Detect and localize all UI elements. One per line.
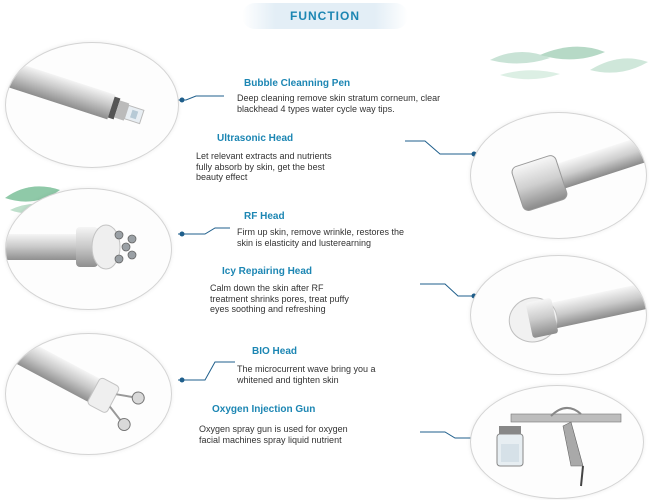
icy-head-icon <box>471 256 646 374</box>
rf-head-icon <box>6 189 171 309</box>
item-desc-rf: Firm up skin, remove wrinkle, restores the skin is elasticity and lusterearning <box>237 227 405 248</box>
item-heading-bio: BIO Head <box>252 346 298 357</box>
item-desc-bubble-pen: Deep cleaning remove skin stratum corneum, clear blackhead 4 types water cycle way tips. <box>237 93 441 114</box>
ultrasonic-head-image <box>470 112 647 239</box>
rf-head-image <box>5 188 172 310</box>
item-desc-ultrasonic: Let relevant extracts and nutrients fully absorb by skin, get the best beauty effect <box>196 151 332 182</box>
item-heading-oxygen: Oxygen Injection Gun <box>212 404 316 415</box>
item-desc-oxygen: Oxygen spray gun is used for oxygen facial machines spray liquid nutrient <box>199 424 348 445</box>
item-heading-bubble-pen: Bubble Cleanning Pen <box>244 78 351 89</box>
item-heading-icy: Icy Repairing Head <box>222 266 313 277</box>
item-heading-rf: RF Head <box>244 211 285 222</box>
bubble-pen-image <box>5 42 179 168</box>
page-title: FUNCTION <box>290 9 360 23</box>
oxygen-gun-icon <box>471 386 643 498</box>
item-desc-bio: The microcurrent wave bring you a whitened and tighten skin <box>237 364 376 385</box>
ultrasonic-head-icon <box>471 113 646 238</box>
bio-head-image <box>5 333 172 455</box>
bubble-pen-icon <box>6 43 178 167</box>
item-heading-ultrasonic: Ultrasonic Head <box>217 133 294 144</box>
item-desc-icy: Calm down the skin after RF treatment shrinks pores, treat puffy eyes soothing and refreshing <box>210 283 349 314</box>
leaves-top-right-icon <box>480 40 650 85</box>
title-banner <box>242 3 408 29</box>
icy-head-image <box>470 255 647 375</box>
oxygen-gun-image <box>470 385 644 499</box>
bio-head-icon <box>6 334 171 454</box>
